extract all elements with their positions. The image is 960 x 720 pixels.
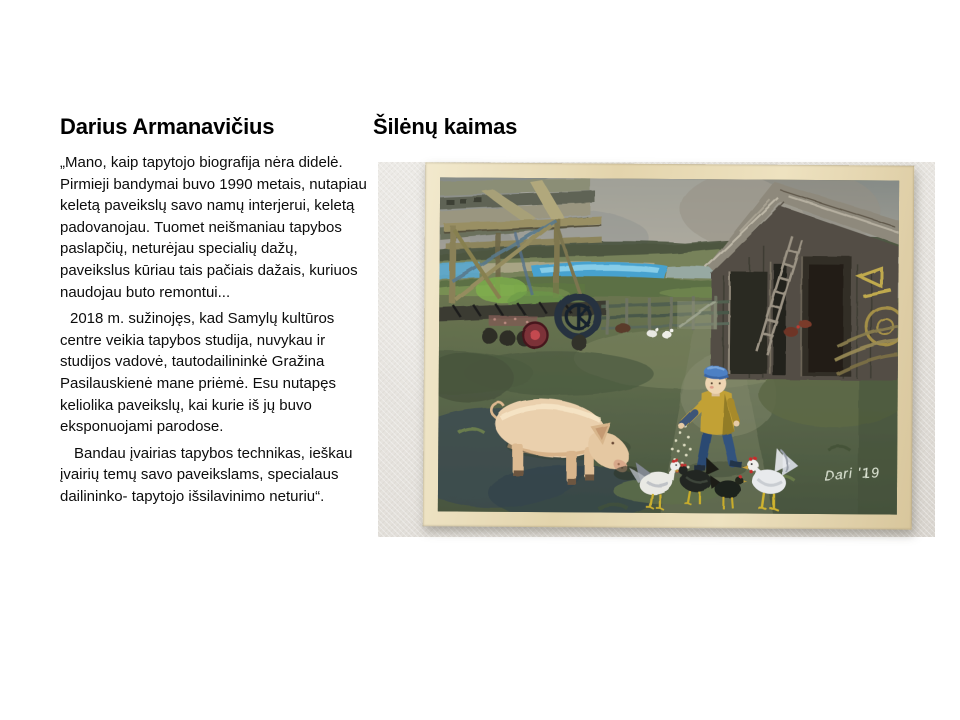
painting-canvas (438, 177, 899, 514)
artwork-title-heading: Šilėnų kaimas (373, 114, 518, 139)
painting-signature: Dari '19 (823, 463, 880, 484)
artist-name-heading: Darius Armanavičius (60, 114, 275, 139)
painting-frame (423, 162, 915, 529)
bio-paragraph: „Mano, kaip tapytojo biografija nėra didelė. Pirmieji bandymai buvo 1990 metais, nutapiau keletą paveikslų savo namų interjerui, keletą padovanojau. Tuomet neišmaniau tapybos paslapčių, neturėjau specialių dažų, paveikslus kūriau tais pačiais dažais, kuriuos naudojau buto remontui... (60, 154, 367, 301)
artwork-photo (378, 162, 935, 537)
bio-paragraph: 2018 m. sužinojęs, kad Samylų kultūros centre veikia tapybos studija, nuvykau ir studijos vadovė, tautodailininkė Gražina Pasilauskienė mane priėmė. Esu nutapęs keliolika paveikslų, kai kurie iš jų buvo eksponuojami parodose. (60, 310, 336, 436)
artist-bio (60, 152, 368, 513)
bio-paragraph: Bandau įvairias tapybos technikas, ieškau įvairių temų savo paveikslams, specialaus dailininko- tapytojo išsilavinimo neturiu“. (60, 444, 353, 505)
